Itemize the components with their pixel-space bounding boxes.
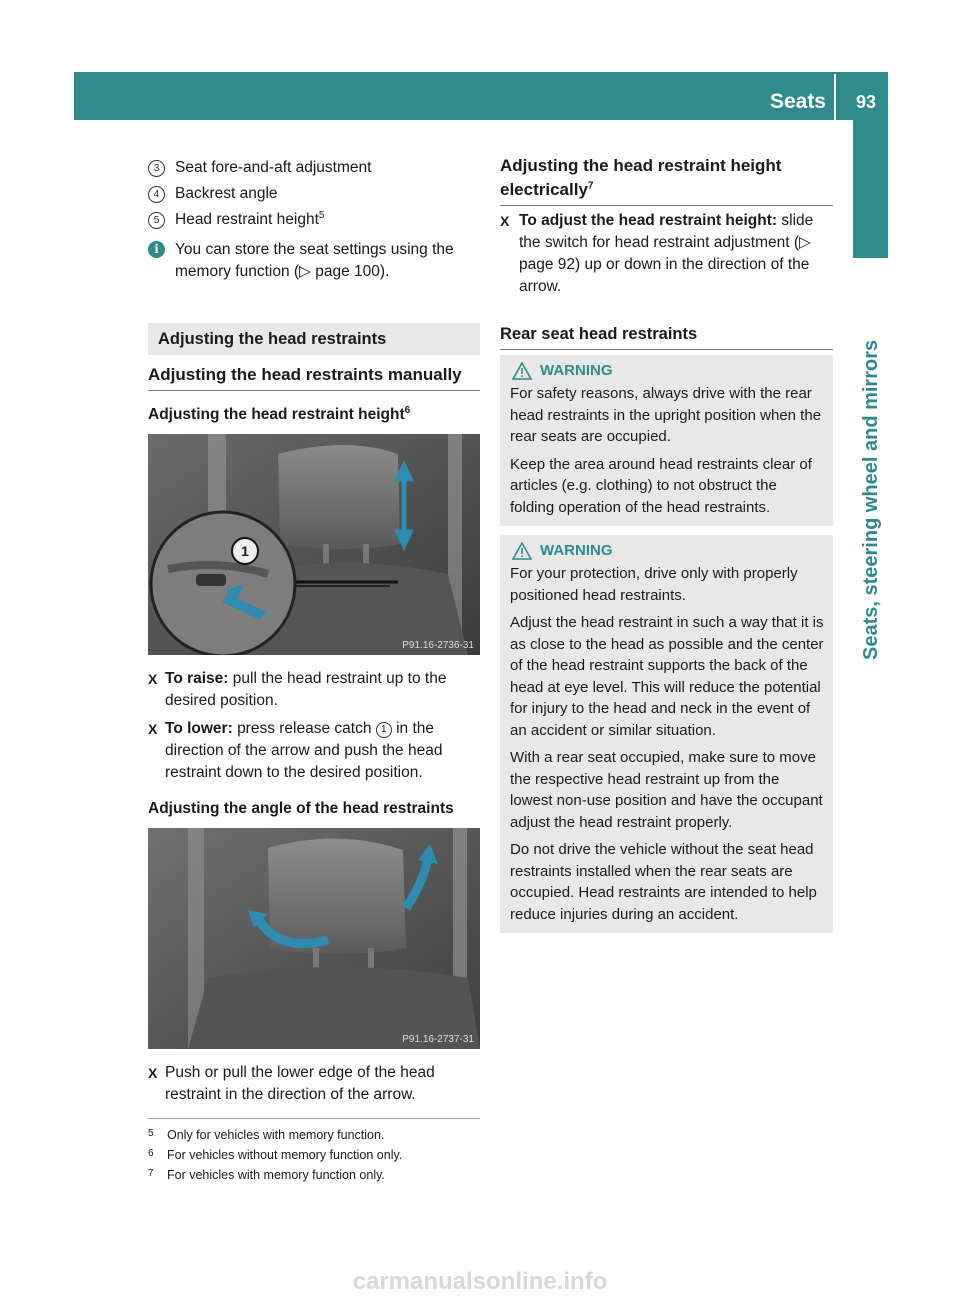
- footnote-divider: [148, 1118, 480, 1119]
- head-restraint-angle-photo: [148, 828, 480, 1049]
- warning-title-text: WARNING: [540, 542, 613, 559]
- info-note: [148, 239, 480, 283]
- warning-title: [510, 361, 825, 381]
- legend-item: [148, 209, 480, 231]
- callout-1: 1: [231, 537, 259, 565]
- step-marker-icon: X: [148, 1065, 158, 1081]
- electric-heading-text: Adjusting the head restraint height electrically: [500, 156, 782, 199]
- step-label: To lower:: [165, 720, 233, 737]
- footnote-number: 5: [148, 1128, 154, 1139]
- warning-paragraph: Adjust the head restraint in such a way that it is as close to the head as possible and the center of the head restraint supports the back of the head at eye level. This will reduce the potential for injury to the head and neck in the event of an accident or similar situation.: [510, 614, 824, 739]
- warning-paragraph: Do not drive the vehicle without the seat head restraints installed when the rear seats are occupied. Head restraints are intended to help reduce injuries during an accident.: [510, 841, 817, 923]
- footnote-number: 7: [148, 1168, 154, 1179]
- rear-heading: Rear seat head restraints: [500, 322, 833, 350]
- footnote-ref: 5: [318, 209, 325, 221]
- footnote-ref: 7: [587, 180, 594, 192]
- side-tab-marker: [853, 120, 888, 258]
- warning-box: [500, 535, 833, 933]
- step-marker-icon: X: [148, 671, 158, 687]
- subsection-heading-text: Adjusting the head restraints manually: [148, 365, 462, 384]
- footnote: [148, 1125, 488, 1145]
- height-steps: [148, 668, 480, 784]
- callout-number: 3: [148, 160, 165, 177]
- legend-item: [148, 183, 480, 205]
- step-electric: [500, 210, 833, 298]
- step-label: To raise:: [165, 670, 229, 687]
- warning-paragraph: With a rear seat occupied, make sure to move the respective head restraint up from the lowest non-use position and have the occupant adjust the head restraint properly.: [510, 749, 823, 831]
- legend-list: [148, 157, 480, 283]
- callout-number: 5: [148, 212, 165, 229]
- footnote-text: Only for vehicles with memory function.: [167, 1128, 385, 1142]
- legend-text: Backrest angle: [175, 185, 278, 202]
- head-restraint-angle-illustration: [148, 828, 480, 1049]
- head-restraint-height-photo: [148, 434, 480, 655]
- page-number: 93: [855, 92, 876, 112]
- watermark: carmanualsonline.info: [352, 1268, 608, 1295]
- photo-caption: P91.16-2736-31: [402, 640, 474, 651]
- height-heading: [148, 404, 480, 426]
- step-marker-icon: X: [500, 213, 510, 229]
- step-text: in the direction of the arrow and push the head restraint down to the desired position.: [165, 720, 443, 781]
- footnote: [148, 1165, 488, 1185]
- angle-heading: Adjusting the angle of the head restraints: [148, 800, 454, 817]
- footnote-text: For vehicles with memory function only.: [167, 1168, 385, 1182]
- step-text: press release catch: [237, 720, 372, 737]
- footnote-text: For vehicles without memory function only.: [167, 1148, 403, 1162]
- angle-step: [148, 1062, 480, 1106]
- footnote-ref: 6: [404, 404, 411, 416]
- footnote: [148, 1145, 488, 1165]
- head-restraint-height-illustration: [148, 434, 480, 655]
- legend-text: Seat fore-and-aft adjustment: [175, 159, 372, 176]
- height-heading-text: Adjusting the head restraint height: [148, 406, 405, 423]
- info-icon: i: [148, 241, 165, 258]
- side-chapter-label: [855, 240, 887, 660]
- header-divider: [834, 74, 836, 120]
- step-label: To adjust the head restraint height:: [519, 212, 778, 229]
- step-push: [148, 1062, 480, 1106]
- warning-triangle-icon: [512, 542, 532, 560]
- info-text: You can store the seat settings using the memory function (▷ page 100).: [175, 241, 454, 280]
- photo-caption: P91.16-2737-31: [402, 1034, 474, 1045]
- warning-paragraph: For your protection, drive only with properly positioned head restraints.: [510, 565, 798, 604]
- warning-paragraph: Keep the area around head restraints clear of articles (e.g. clothing) to not obstruct the folding operation of the head restraints.: [510, 455, 812, 516]
- step-raise: [148, 668, 480, 712]
- step-text: slide the switch for head restraint adjustment (▷ page 92) up or down in the direction of the arrow.: [519, 212, 814, 295]
- callout-number: 4: [148, 186, 165, 203]
- side-chapter-text: Seats, steering wheel and mirrors: [860, 339, 882, 660]
- footnotes: [148, 1125, 488, 1185]
- electric-step: [500, 210, 833, 298]
- legend-item: [148, 157, 480, 179]
- callout-number: 1: [376, 722, 392, 738]
- step-text: pull the head restraint up to the desired position.: [165, 670, 447, 709]
- section-band: Adjusting the head restraints: [148, 323, 480, 355]
- footnote-number: 6: [148, 1148, 154, 1159]
- legend-text: Head restraint height: [175, 211, 319, 228]
- step-marker-icon: X: [148, 721, 158, 737]
- warning-title: [510, 541, 825, 561]
- step-lower: [148, 718, 480, 784]
- warning-paragraph: For safety reasons, always drive with the rear head restraints in the upright position when the rear seats are occupied.: [510, 385, 822, 445]
- warning-triangle-icon: [512, 362, 532, 380]
- electric-heading: [500, 154, 833, 206]
- warning-box: [500, 355, 833, 526]
- header-bar: [74, 72, 888, 120]
- page-section-title: Seats: [769, 90, 826, 113]
- subsection-heading: [148, 363, 480, 391]
- warning-title-text: WARNING: [540, 362, 613, 379]
- step-text: Push or pull the lower edge of the head restraint in the direction of the arrow.: [165, 1064, 435, 1103]
